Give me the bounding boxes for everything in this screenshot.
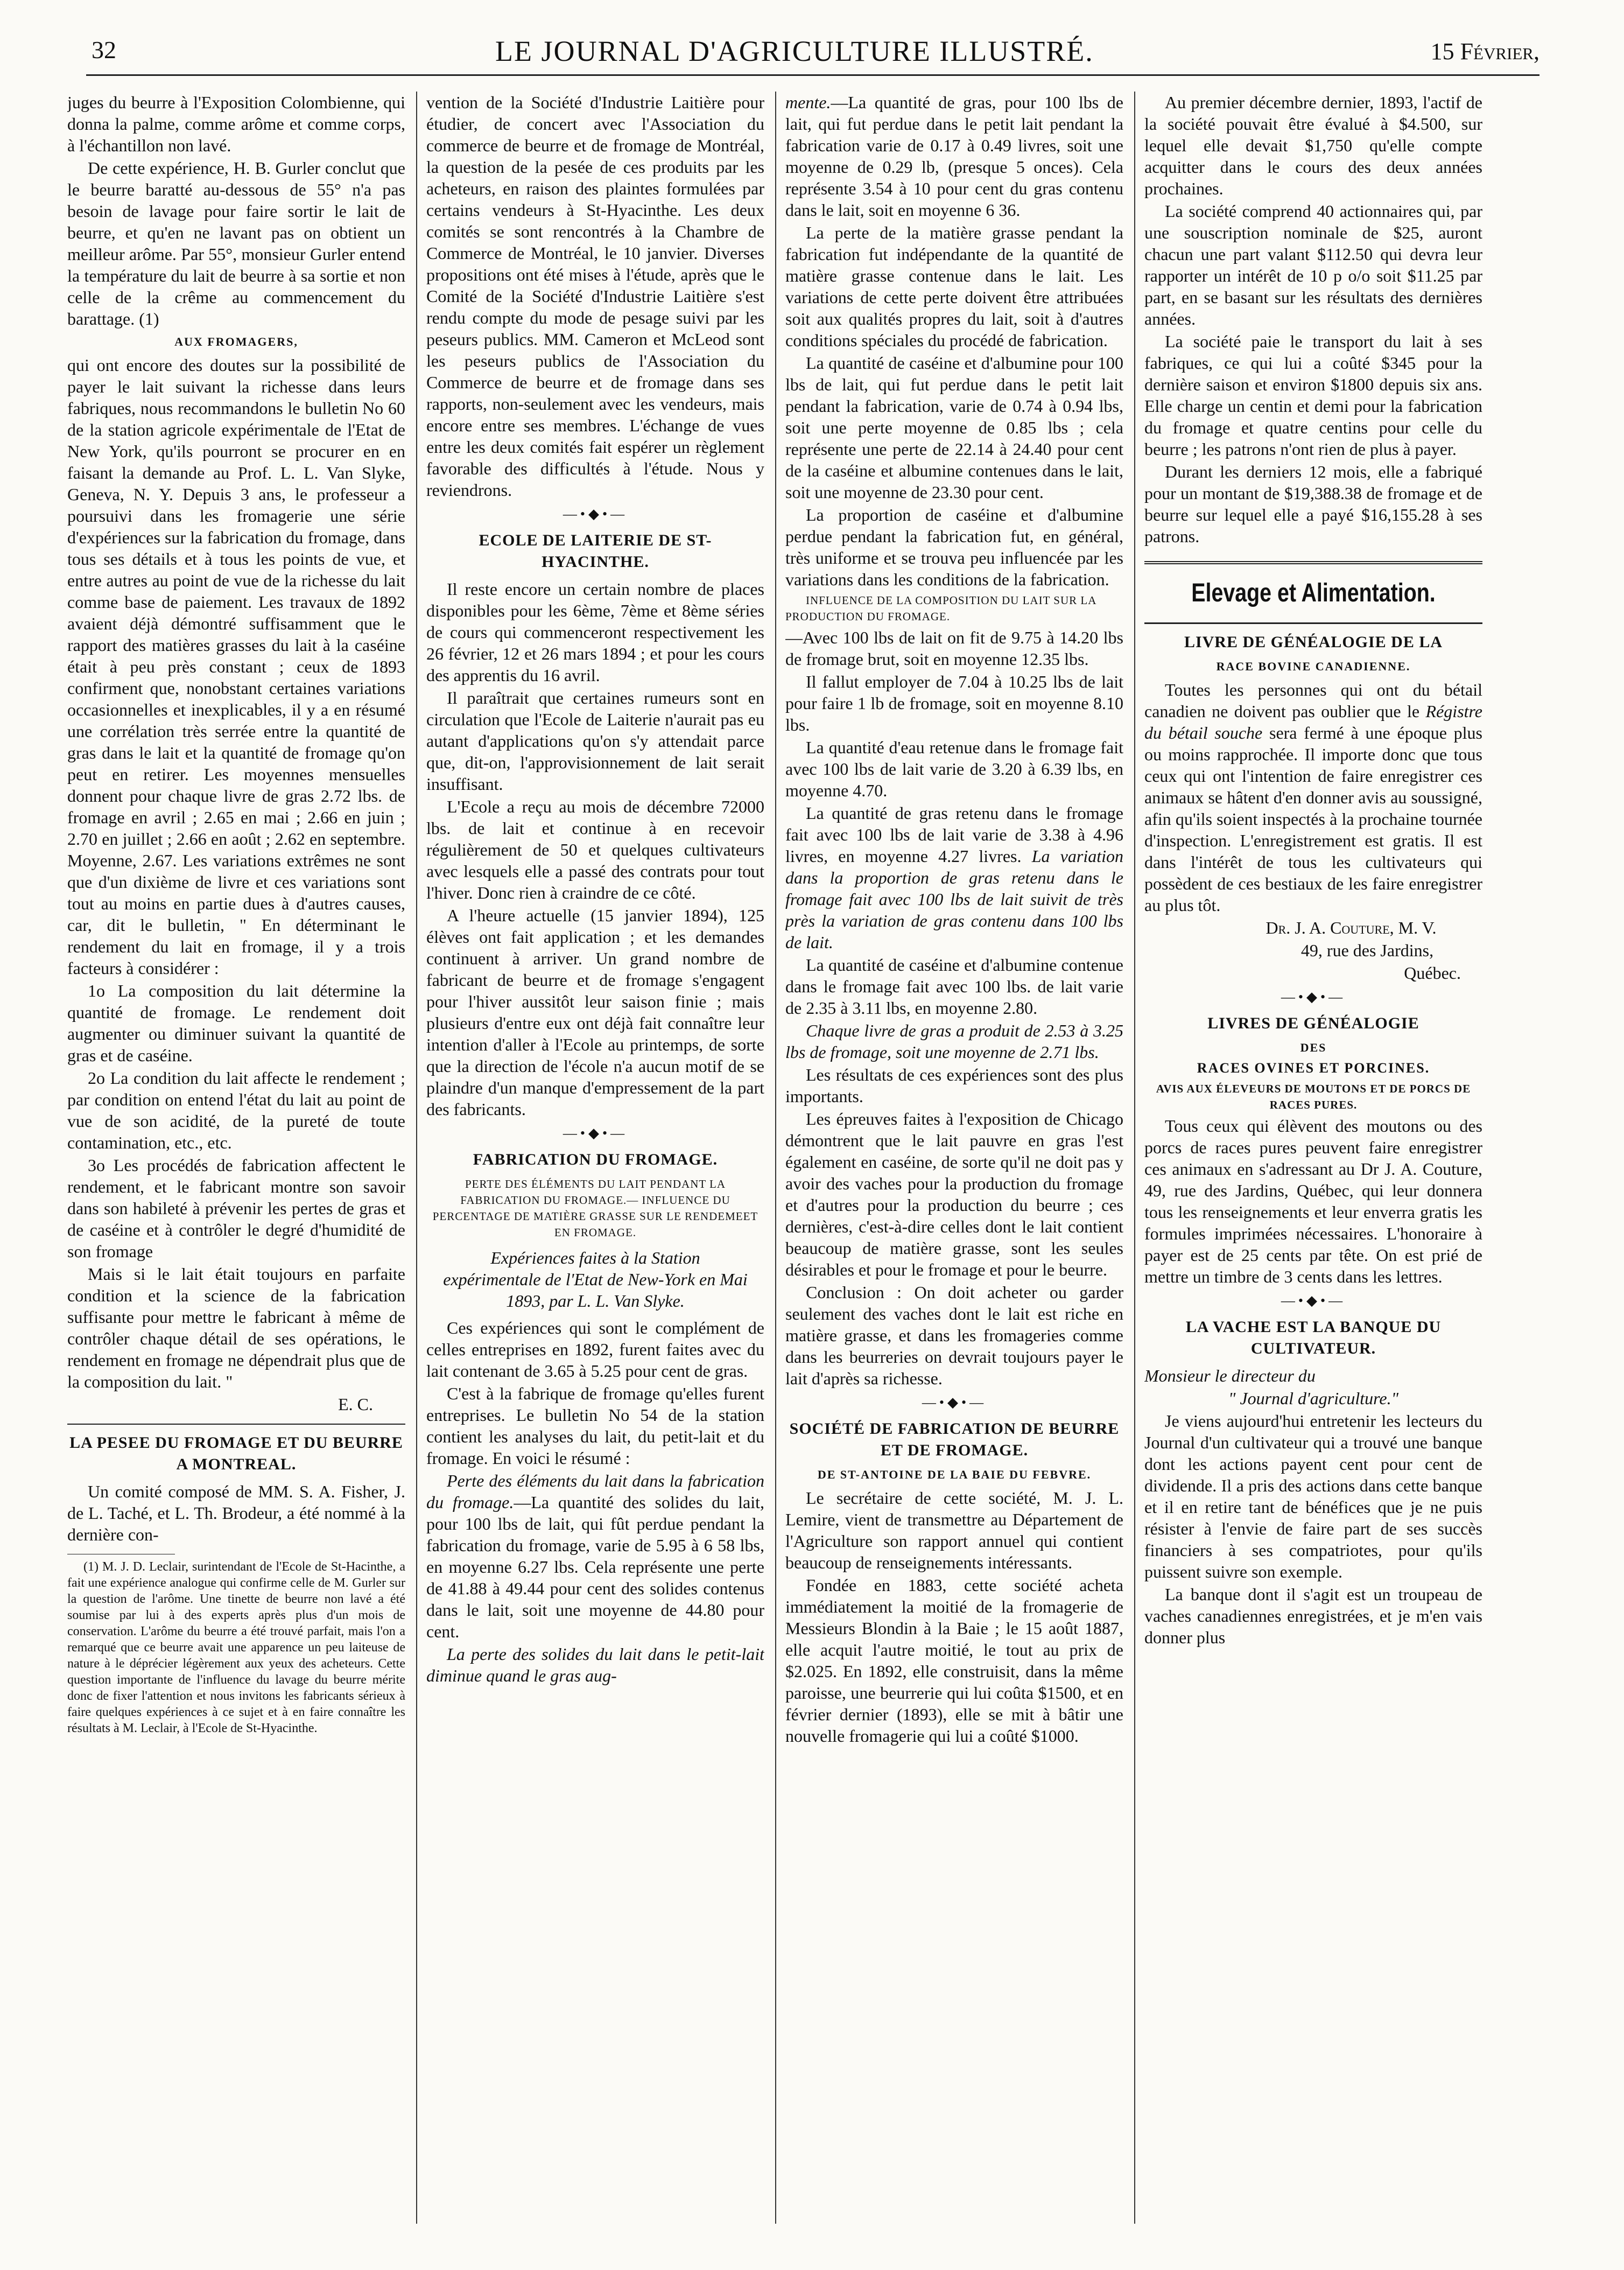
text-run: —La quantité de gras, pour 100 lbs de lait, qui fut perdue dans le petit lait pendant la fabrication varie de 0.17 à 0.49 livres, soit une moyenne de 0.29 lb, (presque 5 onces). Cela représente 3.54 à 10 pour cent du gras contenu dans le lait, soit en moyenne 6 36. — [785, 93, 1123, 220]
paragraph: —Avec 100 lbs de lait on fit de 9.75 à 14.20 lbs de fromage brut, soit en moyenne 12.35 lbs. — [785, 628, 1123, 669]
paragraph: La perte des solides du lait dans le petit-lait diminue quand le gras aug- — [426, 1644, 764, 1685]
signature: 49, rue des Jardins, — [1300, 941, 1434, 960]
section-heading: LA VACHE EST LA BANQUE DU CULTIVATEUR. — [1185, 1318, 1442, 1357]
column-rule — [416, 92, 417, 2224]
paragraph: qui ont encore des doutes sur la possibilité de payer le lait suivant la richesse dans leurs fabriques, nous recommandons le bulletin No 60 de la station agricole expérimentale de l'Etat de New York, qu'ils pourront se procurer en en faisant la demande au Prof. L. L. Van Slyke, Geneva, N. Y. Depuis 3 ans, le professeur a poursuivi dans les fromagerie une série d'expériences sur la fabrication du fromage, dans tous ses détails et à tous les points de vue, et entre autres au point de vue de la richesse du lait comme base de paiement. Les travaux de 1892 avaient déjà démontré suffisamment que le rapport des matières grasses du lait à la caséine était à peu près constant ; ceux de 1893 confirment que, nonobstant certaines variations occasionnelles et inexplicables, il y a en résumé une corrélation très serrée entre la quantité de gras dans le lait et la quantité de fromage qu'on peut en retirer. Les moyennes mensuelles donnent pour chaque livre de gras 2.72 lbs. de fromage en avril ; 2.65 en mai ; 2.66 en juin ; 2.70 en juillet ; 2.66 en août ; 2.62 en septembre. Moyenne, 2.67. Les variations extrêmes ne sont que d'un dixième de livre et ces variations sont tout au moins en partie dues à d'autres causes, car, dit le bulletin, " En déterminant le rendement du lait en fromage, il y a trois facteurs à considérer : — [67, 355, 405, 978]
section-title: Elevage et Alimentation. — [1191, 579, 1436, 607]
section-heading: LA PESEE DU FROMAGE ET DU BEURRE A MONTREAL. — [69, 1434, 403, 1473]
column-2 — [426, 92, 764, 2224]
paragraph: La proportion de caséine et d'albumine perdue pendant la fabrication fut, en général, très uniforme et se trouva peu influencée par les variations dans les conditions de la fabrication. — [785, 505, 1123, 589]
journal-title: LE JOURNAL D'AGRICULTURE ILLUSTRÉ. — [495, 35, 1094, 67]
subheading: PERTE DES ÉLÉMENTS DU LAIT PENDANT LA FABRICATION DU FROMAGE.— INFLUENCE DU PERCENTAGE DE MATIÈRE GRASSE SUR LE RENDEMEET EN FROMAGE. — [432, 1178, 758, 1239]
ornament-divider: —•◆•— — [1281, 989, 1346, 1005]
paragraph: Au premier décembre dernier, 1893, l'actif de la société pouvait être évalué à $4.500, sur lequel elle devait $1,750 qu'elle compte acquitter dans le cours des deux années prochaines. — [1144, 93, 1482, 198]
section-heading: ECOLE DE LAITERIE DE ST-HYACINTHE. — [479, 531, 712, 571]
text-run: sera fermé à une époque plus ou moins rapprochée. Il importe donc que tous ceux qui ont l'intention de faire enregistrer ces animaux se hâtent d'en donner avis au soussigné, afin qu'ils soient inspectés à la prochaine tournée d'inspection. L'enregistrement est gratis. Il est dans l'intérêt de tous les cultivateurs qui possèdent de ces bestiaux de les faire enregistrer au plus tôt. — [1144, 723, 1482, 915]
paragraph: Il reste encore un certain nombre de places disponibles pour les 6ème, 7ème et 8ème séries de cours qui commenceront respectivement les 26 février, 12 et 26 mars 1894 ; et pour les cours des apprentis du 16 avril. — [426, 579, 764, 685]
section-heading: LIVRE DE GÉNÉALOGIE DE LA — [1184, 633, 1443, 651]
paragraph: Ces expériences qui sont le complément de celles entreprises en 1892, furent faites avec du lait contenant de 3.65 à 5.25 pour cent de gras. — [426, 1318, 764, 1381]
paragraph: La perte de la matière grasse pendant la fabrication fut indépendante de la quantité de matière grasse contenue dans le lait. Les variations de cette perte doivent être attribuées soit aux qualités propres du lait, soit à d'autres conditions spéciales du procédé de fabrication. — [785, 223, 1123, 350]
paragraph: La société comprend 40 actionnaires qui, par une souscription nominale de $25, auront chacun une part valant $112.50 qui devra leur rapporter un intérêt de 10 p o/o soit $11.25 par part, en se basant sur les résultats des dernières années. — [1144, 201, 1482, 328]
paragraph: La banque dont il s'agit est un troupeau de vaches canadiennes enregistrées, et je m'en vais donner plus — [1144, 1585, 1482, 1647]
ornament-divider: —•◆•— — [563, 506, 628, 522]
paragraph: De cette expérience, H. B. Gurler conclut que le beurre baratté au-dessous de 55° n'a pas besoin de lavage pour faire sortir le lait de beurre, et qu'en ne lavant pas on obtient un meilleur arôme. Par 55°, monsieur Gurler entend la température du lait de beurre à sa sortie et non celle de la crême au commencement du barattage. (1) — [67, 158, 405, 328]
section-banner — [1144, 561, 1482, 624]
paragraph: Chaque livre de gras a produit de 2.53 à 3.25 lbs de fromage, soit une moyenne de 2.71 lbs. — [785, 1021, 1123, 1062]
paragraph — [785, 802, 1123, 953]
italic-run: Perte des éléments du lait dans la fabrication du fromage. — [426, 1471, 764, 1512]
issue-date: 15 Février, — [1430, 38, 1539, 65]
column-1 — [67, 92, 405, 2224]
paragraph: 1o La composition du lait détermine la quantité de fromage. Le rendement doit augmenter ou diminuer suivant la quantité de gras et de caséine. — [67, 981, 405, 1065]
footnote: (1) M. J. D. Leclair, surintendant de l'Ecole de St-Hacinthe, a fait une expérience analogue qui confirme celle de M. Gurler sur la question de l'arôme. Une tinette de beurre non lavé a été soumise par lui à des experts après plus d'un mois de conservation. L'arôme du beurre a été trouvé parfait, mais l'on a remarqué que ce beurre avait une apparence un peu laiteuse de nature à le déprécier légèrement aux yeux des acheteurs. Cette question importante de l'influence du lavage du beurre mérite donc de fixer l'attention et nous invitons les fabricants sérieux à faire quelques expériences à ce sujet et à en faire connaître les résultats à M. Leclair, à l'Ecole de St-Hyacinthe. — [67, 1560, 405, 1735]
subheading: DE ST-ANTOINE DE LA BAIE DU FEBVRE. — [817, 1468, 1092, 1481]
paragraph: 3o Les procédés de fabrication affectent le rendement, et le fabricant montre son savoir dans son habileté à prévenir les pertes de gras et de caséine et à contrôler le degré d'humidité de son fromage — [67, 1155, 405, 1261]
paragraph: vention de la Société d'Industrie Laitière pour étudier, de concert avec l'Association du commerce de beurre et de fromage de Montréal, la question de la pesée de ces produits par les acheteurs, en raison des plaintes formulées par certains vendeurs à St-Hyacinthe. Les deux comités se sont rencontrés à la Chambre de Commerce de Montréal, le 10 janvier. Diverses propositions ont été mises à l'étude, après que le Comité de la Société d'Industrie Laitière s'est rendu compte du mode de pesage suivi par les peseurs publics. MM. Cameron et McLeod sont les peseurs publics de l'Association du Commerce de beurre et de fromage dans ses rapports, non-seulement avec les vendeurs, mais encore entre ses membres. L'échange de vues entre les deux comités fait espérer un règlement favorable des difficultés à l'étude. Nous y reviendrons. — [426, 93, 764, 500]
paragraph: Les épreuves faites à l'exposition de Chicago démontrent que le lait pauvre en gras l'est également en caséine, de sorte qu'il ne doit pas y avoir des vaches pour la production du fromage et d'autres pour la production du beurre ; ces dernières, c'est-à-dire celles dont le lait contient beaucoup de matière grasse, sont les seules désirables et pour le fromage et pour le beurre. — [785, 1109, 1123, 1279]
paragraph: La société paie le transport du lait à ses fabriques, ce qui lui a coûté $345 pour la dernière saison et environ $1800 depuis six ans. Elle charge un centin et demi pour la fabrication du fromage et quatre centins pour celle du beurre ; les patrons n'ont rien de plus à payer. — [1144, 332, 1482, 459]
salutation: " Journal d'agriculture." — [1228, 1389, 1399, 1408]
column-rule — [775, 92, 776, 2224]
paragraph: Tous ceux qui élèvent des moutons ou des porcs de races pures peuvent faire enregistrer ces animaux en s'adressant au Dr J. A. Couture, 49, rue des Jardins, Québec, qui leur donnera tous les renseignements et leur enverra gratis les formules imprimées nécessaires. L'honoraire à payer est de 25 cents par tête. On est prié de mettre un timbre de 3 cents dans les lettres. — [1144, 1116, 1482, 1286]
section-heading: SOCIÉTÉ DE FABRICATION DE BEURRE ET DE FROMAGE. — [789, 1420, 1120, 1459]
column-4 — [1144, 92, 1482, 2224]
text-run: La quantité de gras retenu dans le fromage fait avec 100 lbs de lait varie de 3.38 à 4.96 livres, en moyenne 4.27 livres. — [785, 803, 1123, 866]
salutation: Monsieur le directeur du — [1144, 1366, 1316, 1385]
page-number: 32 — [92, 36, 116, 64]
intro: Expériences faites à la Station expérimentale de l'Etat de New-York en Mai 1893, par L. L. Van Slyke. — [443, 1248, 748, 1311]
paragraph — [785, 92, 1123, 221]
paragraph: Il fallut employer de 7.04 à 10.25 lbs de lait pour faire 1 lb de fromage, soit en moyenne 8.10 lbs. — [785, 672, 1123, 734]
paragraph: Je viens aujourd'hui entretenir les lecteurs du Journal d'un cultivateur qui a trouvé une banque dont les actions payent cent pour cent de dividende. Il a pris des actions dans cette banque et il en retire tant de bénéfices que je ne puis résister à l'envie de faire part de ses succès financiers à ses compatriotes, pour qu'ils puissent suivre son exemple. — [1144, 1411, 1482, 1581]
signature: Québec. — [1404, 963, 1461, 983]
section-heading: AUX FROMAGERS, — [174, 335, 298, 348]
paragraph: Il paraîtrait que certaines rumeurs sont en circulation que l'Ecole de Laiterie n'aurait pas eu autant d'applications qu'on s'y attendait parce que, dit-on, l'approvisionnement de lait serait insuffisant. — [426, 688, 764, 794]
paragraph: Un comité composé de MM. S. A. Fisher, J. de L. Taché, et L. Th. Brodeur, a été nommé à la dernière con- — [67, 1482, 405, 1544]
paragraph: juges du beurre à l'Exposition Colombienne, qui donna la palme, comme arôme et comme corps, à l'échantillon non lavé. — [67, 93, 405, 155]
paragraph: C'est à la fabrique de fromage qu'elles furent entreprises. Le bulletin No 54 de la station contient les analyses du lait, du petit-lait et du fromage. En voici le résumé : — [426, 1384, 764, 1468]
ornament-divider: —•◆•— — [563, 1125, 628, 1141]
paragraph: La quantité d'eau retenue dans le fromage fait avec 100 lbs de lait varie de 3.20 à 6.39 lbs, en moyenne 4.70. — [785, 738, 1123, 800]
italic-run: La variation dans la proportion de gras retenu dans le fromage fait avec 100 lbs de lait suivit de très près la variation de gras contenu dans 100 lbs de lait. — [785, 846, 1123, 952]
paragraph: Le secrétaire de cette société, M. J. L. Lemire, vient de transmettre au Département de l'Agriculture son rapport annuel qui contient beaucoup de renseignements intéressants. — [785, 1488, 1123, 1572]
subheading: DES — [1300, 1041, 1327, 1054]
paragraph: Les résultats de ces expériences sont des plus importants. — [785, 1065, 1123, 1106]
ornament-divider: —•◆•— — [1281, 1293, 1346, 1308]
ornament-divider: —•◆•— — [922, 1395, 987, 1410]
section-heading: FABRICATION DU FROMAGE. — [473, 1151, 718, 1168]
italic-run: mente. — [785, 93, 831, 112]
paragraph: La quantité de caséine et d'albumine contenue dans le fromage fait avec 100 lbs. de lait varie de 2.35 à 3.11 lbs, en moyenne 2.80. — [785, 955, 1123, 1018]
paragraph — [1144, 679, 1482, 916]
paragraph: Mais si le lait était toujours en parfaite condition et la science de la fabrication suffisante pour mettre le fabricant à même de contrôler chaque détail de ses opérations, le rendement en fromage ne dépendrait plus que de la composition du lait. " — [67, 1264, 405, 1391]
text-run: Toutes les personnes qui ont du bétail canadien ne doivent pas oublier que le — [1144, 680, 1482, 721]
subheading: RACE BOVINE CANADIENNE. — [1216, 660, 1411, 673]
italic-run: Régistre du bétail souche — [1144, 702, 1482, 742]
paragraph: Conclusion : On doit acheter ou garder seulement des vaches dont le lait est riche en matière grasse, et dans les fromageries comme dans les beurreries on devrait toujours payer le lait d'après sa richesse. — [785, 1283, 1123, 1388]
section-heading: LIVRES DE GÉNÉALOGIE — [1207, 1014, 1419, 1032]
paragraph: 2o La condition du lait affecte le rendement ; par condition on entend l'état du lait au point de vue de son acidité, de la pureté de toute contamination, etc., etc. — [67, 1068, 405, 1152]
paragraph — [426, 1470, 764, 1642]
paragraph: Fondée en 1883, cette société acheta immédiatement la moitié de la fromagerie de Messieurs Blondin à la Baie ; le 15 août 1887, elle acquit l'autre moitié, le tout au prix de $2.025. En 1892, elle construisit, dans la même paroisse, une beurrerie qui lui coûta $1500, et en février dernier (1893), elle se mit à bâtir une nouvelle fromagerie qui lui a coûté $1000. — [785, 1575, 1123, 1746]
column-rule — [1134, 92, 1135, 2224]
column-3 — [785, 92, 1123, 2224]
paragraph: L'Ecole a reçu au mois de décembre 72000 lbs. de lait et continue à en recevoir régulièrement de 50 et quelques cultivateurs avec lesquels elle a passé des contrats pour tout l'hiver. Donc rien à craindre de ce côté. — [426, 797, 764, 902]
signature: Dr. J. A. Couture, M. V. — [1266, 918, 1437, 937]
page-header — [86, 31, 1539, 76]
paragraph: A l'heure actuelle (15 janvier 1894), 125 élèves ont fait application ; et les demandes continuent à arriver. Un grand nombre de fabricant de beurre et de fromage s'engagent pour l'hiver aussitôt leur saison finie ; mais plusieurs d'entre eux ont déjà fait connaître leur intention d'aller à l'Ecole au printemps, de sorte que la direction de l'école n'a aucun motif de se plaindre d'un manque d'empressement de la part des fabricants. — [426, 906, 764, 1119]
text-run: —La quantité des solides du lait, pour 100 lbs de lait, qui fût perdue pendant la fabrication du fromage, varie de 5.95 à 6 58 lbs, en moyenne 6.27 lbs. Cela représente une perte de 41.88 à 49.44 pour cent des solides contenus dans le lait, soit une moyenne de 44.80 pour cent. — [426, 1493, 764, 1641]
subheading: AVIS AUX ÉLEVEURS DE MOUTONS ET DE PORCS DE RACES PURES. — [1156, 1082, 1471, 1111]
signature: E. C. — [338, 1395, 373, 1414]
subheading: RACES OVINES ET PORCINES. — [1197, 1060, 1430, 1076]
paragraph: Durant les derniers 12 mois, elle a fabriqué pour un montant de $19,388.38 de fromage et de beurre sur lequel elle a payé $16,155.28 à ses patrons. — [1144, 462, 1482, 546]
paragraph: La quantité de caséine et d'albumine pour 100 lbs de lait, qui fut perdue dans le petit lait pendant la fabrication, varie de 0.74 à 0.94 lbs, soit une perte moyenne de 0.85 lbs ; cela représente une perte de 22.14 à 24.40 pour cent de la caséine et albumine contenues dans le lait, soit une moyenne de 23.30 pour cent. — [785, 353, 1123, 502]
subheading: INFLUENCE DE LA COMPOSITION DU LAIT SUR LA PRODUCTION DU FROMAGE. — [785, 594, 1096, 623]
divider — [67, 1424, 405, 1425]
